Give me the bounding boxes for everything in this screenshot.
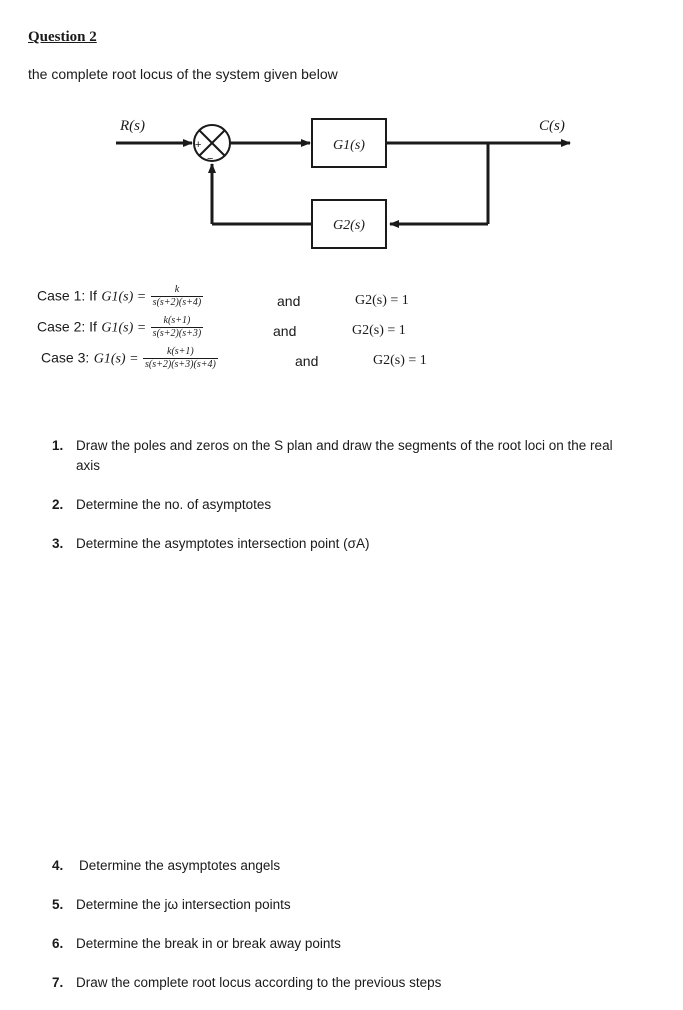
case-3 <box>41 346 218 371</box>
question-title: Question 2 <box>28 29 97 45</box>
case-1 <box>37 284 203 309</box>
minus-sign: − <box>207 153 214 165</box>
g1-expression: G1(s) = <box>93 351 139 367</box>
g1-expression: G1(s) = <box>101 320 147 336</box>
transfer-fraction: $\frac{k(s+1)}{s(s+2)(s+3)}$ <box>152 315 202 339</box>
and-label: and <box>295 353 319 369</box>
question-text: Determine the break in or break away points <box>76 936 341 951</box>
question-item-1 <box>52 436 677 476</box>
g2-expression: G2(s) = 1 <box>373 353 427 368</box>
question-number: 2. <box>52 497 64 512</box>
question-number: 6. <box>52 936 64 951</box>
question-text: Draw the poles and zeros on the S plan and draw the segments of the root loci on the real <box>76 438 613 453</box>
input-label: R(s) <box>120 118 145 134</box>
g2-expression: G2(s) = 1 <box>355 293 409 308</box>
g1-expression: G1(s) = <box>101 289 147 305</box>
case-2 <box>37 315 203 340</box>
and-label: and <box>277 293 301 309</box>
question-number: 3. <box>52 536 64 551</box>
plus-sign: + <box>195 139 202 151</box>
g2-expression: G2(s) = 1 <box>352 323 406 338</box>
question-number: 1. <box>52 438 64 453</box>
question-text-continued: axis <box>76 458 101 473</box>
question-text: Draw the complete root locus according to the previous steps <box>76 975 442 990</box>
case-label: Case 2: If <box>37 318 97 335</box>
cases-block <box>37 284 657 384</box>
question-item-2 <box>52 495 652 515</box>
question-text: Determine the no. of asymptotes <box>76 497 272 512</box>
question-item-6 <box>52 934 652 954</box>
question-text: Determine the jω intersection points <box>76 897 291 912</box>
intro-text: the complete root locus of the system given below <box>28 66 338 82</box>
question-text: Determine the asymptotes angels <box>79 858 281 873</box>
question-item-4 <box>52 856 652 876</box>
question-item-5 <box>52 895 652 915</box>
case-label: Case 1: If <box>37 287 97 304</box>
question-number: 4. <box>52 858 64 873</box>
question-number: 5. <box>52 897 64 912</box>
output-label: C(s) <box>539 118 565 134</box>
transfer-fraction: $\frac{k}{s(s+2)(s+4)}$ <box>152 284 202 308</box>
case-label: Case 3: <box>41 349 90 366</box>
question-number: 7. <box>52 975 64 990</box>
transfer-fraction: $\frac{k(s+1)}{s(s+2)(s+3)(s+4)}$ <box>145 346 216 370</box>
g2-label: G2(s) <box>333 218 365 233</box>
question-item-3 <box>52 534 652 554</box>
g1-label: G1(s) <box>333 138 365 153</box>
and-label: and <box>273 323 297 339</box>
block-diagram <box>0 100 683 260</box>
question-text: Determine the asymptotes intersection point (σA) <box>76 536 370 551</box>
question-item-7 <box>52 973 652 993</box>
